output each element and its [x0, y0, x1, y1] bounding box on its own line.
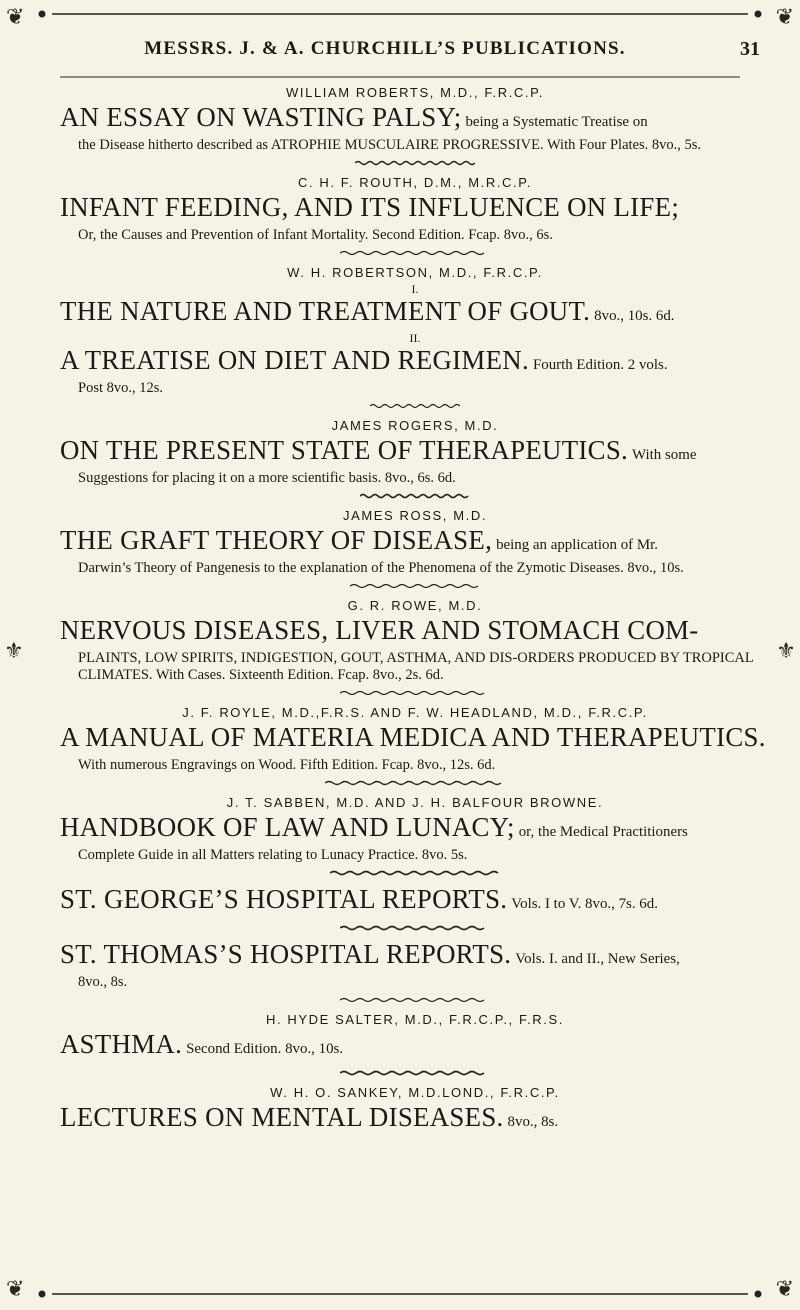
corner-ornament-icon: ❦: [775, 4, 794, 29]
top-ornamental-rule: [12, 10, 788, 18]
book-title: INFANT FEEDING, AND ITS INFLUENCE ON LIFE;: [60, 192, 680, 222]
title-continuation: or, the Medical Practitioners: [518, 824, 688, 840]
list-item: [60, 704, 770, 786]
divider: [340, 997, 490, 1003]
author: JAMES ROGERS, M.D.: [331, 418, 499, 433]
book-description: PLAINTS, LOW SPIRITS, INDIGESTION, GOUT, ASTHMA, AND DIS-ORDERS PRODUCED BY TROPICAL CLIMATES. With Cases. Sixteenth Edition. Fcap. 8vo., 2s. 6d.: [78, 650, 754, 683]
header-rule: [40, 74, 760, 80]
author: JAMES ROSS, M.D.: [342, 508, 488, 523]
list-item: [60, 84, 770, 166]
book-description: Post 8vo., 12s.: [78, 380, 164, 396]
list-item: [60, 264, 770, 409]
divider: [340, 690, 490, 696]
section-numeral: II.: [409, 331, 421, 345]
title-continuation: being an application of Mr.: [496, 537, 658, 553]
book-description: Darwin’s Theory of Pangenesis to the explanation of the Phenomena of the Zymotic Diseases. 8vo., 10s.: [78, 560, 684, 576]
book-description: Complete Guide in all Matters relating to Lunacy Practice. 8vo. 5s.: [78, 847, 468, 863]
running-head: [62, 38, 760, 66]
book-title: A TREATISE ON DIET AND REGIMEN.: [60, 345, 529, 375]
divider: [340, 1070, 490, 1076]
book-title: ST. GEORGE’S HOSPITAL REPORTS.: [60, 884, 508, 914]
book-title: HANDBOOK OF LAW AND LUNACY;: [60, 812, 515, 842]
author: J. T. SABBEN, M.D. AND J. H. BALFOUR BROWNE.: [226, 795, 604, 810]
divider: [340, 250, 490, 256]
book-title: A MANUAL OF MATERIA MEDICA AND THERAPEUTICS.: [60, 722, 766, 752]
title-continuation: 8vo., 10s. 6d.: [594, 308, 675, 324]
list-item: [60, 507, 770, 589]
book-description: Or, the Causes and Prevention of Infant Mortality. Second Edition. Fcap. 8vo., 6s.: [78, 227, 553, 243]
book-title: ON THE PRESENT STATE OF THERAPEUTICS.: [60, 435, 629, 465]
list-item: [60, 884, 770, 931]
list-item: [60, 1084, 770, 1137]
title-continuation: being a Systematic Treatise on: [465, 114, 648, 130]
section-numeral: I.: [411, 282, 419, 296]
side-ornament-icon: ⚜: [4, 638, 24, 663]
bottom-ornamental-rule: [12, 1290, 788, 1298]
divider: [350, 583, 480, 589]
list-item: [60, 939, 770, 1003]
book-description: 8vo., 8s.: [78, 974, 128, 990]
title-continuation: Vols. I. and II., New Series,: [515, 951, 680, 967]
list-item: [60, 1011, 770, 1076]
title-continuation: With some: [632, 447, 697, 463]
book-description: With numerous Engravings on Wood. Fifth Edition. Fcap. 8vo., 12s. 6d.: [78, 757, 496, 773]
author: H. HYDE SALTER, M.D., F.R.C.P., F.R.S.: [266, 1012, 564, 1027]
book-description: the Disease hitherto described as ATROPHIE MUSCULAIRE PROGRESSIVE. With Four Plates. 8vo., 5s.: [78, 137, 702, 153]
list-item: [60, 794, 770, 876]
divider: [325, 780, 505, 786]
divider: [355, 160, 475, 166]
author: C. H. F. ROUTH, D.M., M.R.C.P.: [297, 175, 533, 190]
corner-ornament-icon: ❦: [775, 1276, 794, 1301]
divider: [360, 493, 470, 499]
author: WILLIAM ROBERTS, M.D., F.R.C.P.: [286, 85, 544, 100]
book-title: ASTHMA.: [60, 1029, 183, 1059]
list-item: [60, 417, 770, 499]
publication-list: [60, 84, 770, 1137]
title-continuation: Second Edition. 8vo., 10s.: [186, 1041, 344, 1057]
book-title: THE NATURE AND TREATMENT OF GOUT.: [60, 296, 591, 326]
running-head-title: MESSRS. J. & A. CHURCHILL’S PUBLICATIONS.: [144, 38, 626, 59]
corner-ornament-icon: ❦: [6, 1276, 25, 1301]
book-title: LECTURES ON MENTAL DISEASES.: [60, 1102, 504, 1132]
list-item: [60, 174, 770, 256]
page-number: 31: [740, 38, 760, 60]
book-title: ST. THOMAS’S HOSPITAL REPORTS.: [60, 939, 512, 969]
author: W. H. ROBERTSON, M.D., F.R.C.P.: [287, 265, 543, 280]
divider: [370, 403, 460, 409]
title-continuation: Fourth Edition. 2 vols.: [532, 357, 668, 373]
corner-ornament-icon: ❦: [6, 4, 25, 29]
author: J. F. ROYLE, M.D.,F.R.S. AND F. W. HEADLAND, M.D., F.R.C.P.: [182, 705, 648, 720]
list-item: [60, 597, 770, 696]
title-continuation: Vols. I to V. 8vo., 7s. 6d.: [511, 896, 658, 912]
side-ornament-icon: ⚜: [776, 638, 796, 663]
title-continuation: 8vo., 8s.: [507, 1114, 559, 1130]
book-title: THE GRAFT THEORY OF DISEASE,: [60, 525, 493, 555]
divider: [340, 925, 490, 931]
author: W. H. O. SANKEY, M.D.LOND., F.R.C.P.: [270, 1085, 560, 1100]
author: G. R. ROWE, M.D.: [347, 598, 483, 613]
divider: [330, 870, 500, 876]
book-title: AN ESSAY ON WASTING PALSY;: [60, 102, 462, 132]
book-description: Suggestions for placing it on a more scientific basis. 8vo., 6s. 6d.: [78, 470, 456, 486]
book-title: NERVOUS DISEASES, LIVER AND STOMACH COM-: [60, 615, 699, 645]
